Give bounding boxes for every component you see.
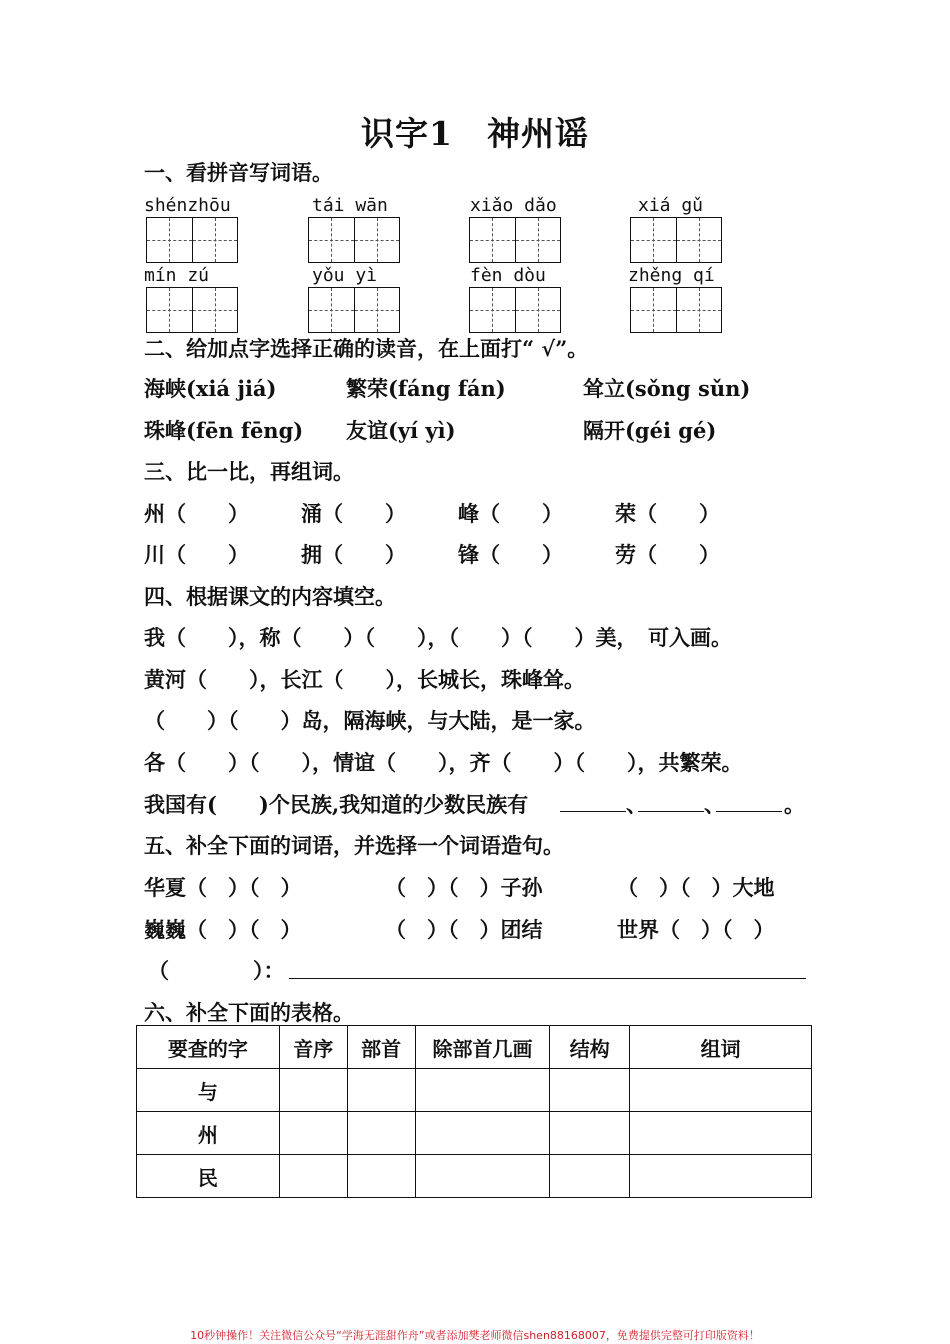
table-cell[interactable]	[415, 1069, 550, 1112]
fill-line[interactable]: 我（ ），称（ ）（ ），（ ）（ ）美， 可入画。	[144, 625, 732, 650]
table-row	[137, 1069, 812, 1112]
table-cell[interactable]	[279, 1069, 347, 1112]
table-cell[interactable]	[550, 1069, 630, 1112]
separator: 、	[704, 792, 725, 817]
fill-line[interactable]: 各（ ）（ ），情谊（ ），齐（ ）（ ），共繁荣。	[144, 750, 743, 775]
reading-choice[interactable]: 耸立(sǒng sǔn)	[583, 376, 751, 401]
compare-item[interactable]: 川（ ）	[144, 542, 249, 567]
table-row	[137, 1112, 812, 1155]
table-cell[interactable]	[347, 1069, 415, 1112]
table-cell[interactable]	[630, 1069, 812, 1112]
compare-item[interactable]: 荣（ ）	[615, 501, 720, 526]
sentence-label: （ ）：	[148, 958, 285, 983]
footer-notice: 10秒钟操作！关注微信公众号“学海无涯甜作舟”或者添加樊老师微信shen88168007，免费提供完整可打印版资料！	[190, 1329, 760, 1342]
word-item[interactable]: 巍巍（ ）（ ）	[144, 917, 302, 942]
writing-grid[interactable]	[630, 287, 722, 333]
writing-grid[interactable]	[469, 287, 561, 333]
page-title: 识字1 神州谣	[361, 114, 589, 153]
word-item[interactable]: （ ）（ ）子孙	[385, 875, 543, 900]
section-1-heading: 一、看拼音写词语。	[144, 160, 333, 185]
writing-grid[interactable]	[308, 217, 400, 263]
writing-grid[interactable]	[308, 287, 400, 333]
pinyin-label: tái wān	[312, 195, 388, 216]
table-cell[interactable]	[550, 1155, 630, 1198]
pinyin-label: zhěng qí	[628, 265, 715, 286]
answer-blank[interactable]	[560, 790, 626, 812]
fill-line: 我国有( )个民族,我知道的少数民族有	[144, 792, 529, 817]
table-row	[137, 1155, 812, 1198]
table-row-char: 与	[137, 1069, 280, 1112]
table-header: 部首	[347, 1026, 415, 1069]
word-item[interactable]: 华夏（ ）（ ）	[144, 875, 302, 900]
separator: 。	[784, 792, 805, 817]
word-item[interactable]: 世界（ ）（ ）	[617, 917, 775, 942]
table-cell[interactable]	[347, 1155, 415, 1198]
compare-item[interactable]: 峰（ ）	[458, 501, 563, 526]
compare-item[interactable]: 锋（ ）	[458, 542, 563, 567]
reading-choice[interactable]: 珠峰(fēn fēng)	[144, 418, 304, 443]
table-cell[interactable]	[415, 1155, 550, 1198]
table-cell[interactable]	[550, 1112, 630, 1155]
writing-grid[interactable]	[630, 217, 722, 263]
reading-choice[interactable]: 隔开(géi gé)	[583, 418, 717, 443]
fill-line[interactable]: 黄河（ ），长江（ ），长城长，珠峰耸。	[144, 667, 585, 692]
table-cell[interactable]	[347, 1112, 415, 1155]
section-5-heading: 五、补全下面的词语，并选择一个词语造句。	[144, 833, 564, 858]
writing-grid[interactable]	[146, 217, 238, 263]
table-header-row	[137, 1026, 812, 1069]
compare-item[interactable]: 拥（ ）	[301, 542, 406, 567]
table-row-char: 州	[137, 1112, 280, 1155]
section-3-heading: 三、比一比，再组词。	[144, 459, 354, 484]
writing-grid[interactable]	[469, 217, 561, 263]
table-cell[interactable]	[630, 1155, 812, 1198]
compare-item[interactable]: 州（ ）	[144, 501, 249, 526]
word-item[interactable]: （ ）（ ）大地	[617, 875, 775, 900]
answer-blank[interactable]	[716, 790, 782, 812]
table-header: 组词	[630, 1026, 812, 1069]
table-cell[interactable]	[279, 1155, 347, 1198]
table-cell[interactable]	[415, 1112, 550, 1155]
pinyin-label: xiǎo dǎo	[470, 195, 557, 216]
compare-item[interactable]: 涌（ ）	[301, 501, 406, 526]
table-row-char: 民	[137, 1155, 280, 1198]
section-2-heading: 二、给加点字选择正确的读音，在上面打“ √”。	[144, 336, 589, 361]
fill-line[interactable]: （ ）（ ）岛，隔海峡，与大陆，是一家。	[144, 708, 596, 733]
table-cell[interactable]	[630, 1112, 812, 1155]
reading-choice[interactable]: 繁荣(fáng fán)	[346, 376, 506, 401]
answer-blank[interactable]	[638, 790, 704, 812]
writing-grid[interactable]	[146, 287, 238, 333]
pinyin-label: mín zú	[144, 265, 210, 286]
pinyin-label: shénzhōu	[144, 195, 231, 216]
reading-choice[interactable]: 海峡(xiá jiá)	[144, 376, 277, 401]
table-header: 除部首几画	[415, 1026, 550, 1069]
word-item[interactable]: （ ）（ ）团结	[385, 917, 543, 942]
table-header: 音序	[279, 1026, 347, 1069]
table-header: 结构	[550, 1026, 630, 1069]
compare-item[interactable]: 劳（ ）	[615, 542, 720, 567]
section-6-heading: 六、补全下面的表格。	[144, 1000, 354, 1025]
pinyin-label: xiá gǔ	[638, 195, 704, 216]
separator: 、	[626, 792, 647, 817]
table-header: 要查的字	[137, 1026, 280, 1069]
section-4-heading: 四、根据课文的内容填空。	[144, 584, 396, 609]
sentence-blank[interactable]	[289, 956, 806, 979]
table-cell[interactable]	[279, 1112, 347, 1155]
character-table	[136, 1025, 812, 1198]
pinyin-label: yǒu yì	[312, 265, 378, 286]
pinyin-label: fèn dòu	[470, 265, 546, 286]
reading-choice[interactable]: 友谊(yí yì)	[346, 418, 456, 443]
